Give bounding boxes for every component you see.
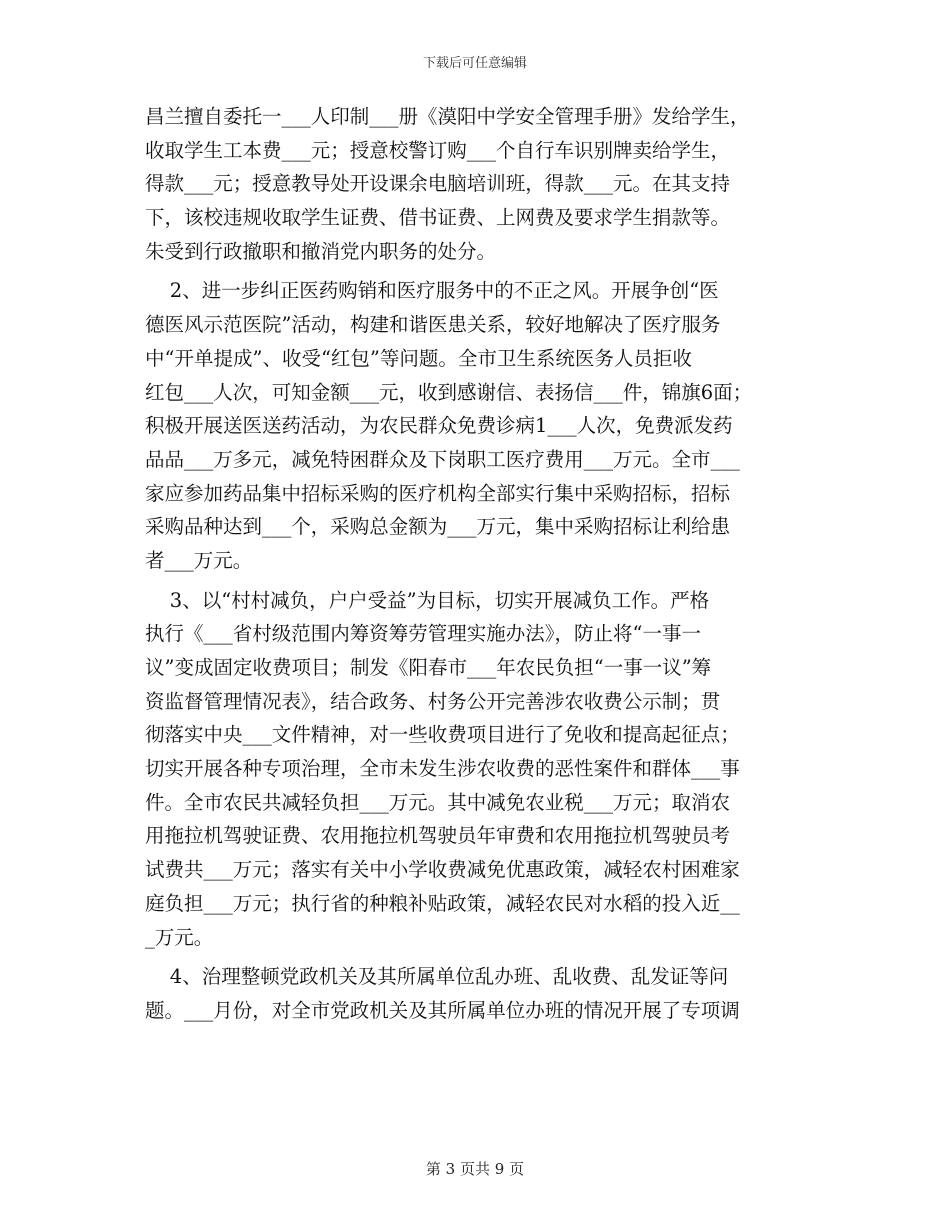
text-line: _万元。 [145, 925, 214, 949]
text-line: 品品___万多元，减免特困群众及下岗职工医疗费用___万元。全市___ [145, 447, 740, 471]
paragraph-2 [145, 274, 805, 577]
text-line: 执行《___省村级范围内筹资筹劳管理实施办法》，防止将“一事一 [145, 622, 701, 646]
paragraph-4 [145, 960, 805, 1027]
text-line: 者___万元。 [145, 548, 253, 572]
text-line: 红包___人次，可知金额___元，收到感谢信、表扬信___件，锦旗6面； [145, 380, 753, 404]
text-line: 3、以“村村减负，户户受益”为目标，切实开展减负工作。严格 [145, 588, 710, 612]
text-line: 议”变成固定收费项目；制发《阳春市___年农民负担“一事一议”筹 [145, 656, 712, 679]
document-body [145, 100, 805, 1028]
text-line: 试费共___万元；落实有关中小学收费减免优惠政策，减轻农村困难家 [145, 858, 740, 882]
page-footer: 第 3 页共 9 页 [425, 1160, 525, 1178]
paragraph-1 [145, 100, 805, 268]
text-line: 资监督管理情况表》，结合政务、村务公开完善涉农收费公示制；贯 [145, 689, 721, 713]
paragraph-3 [145, 584, 805, 955]
text-line: 中“开单提成”、收受“红包”等问题。全市卫生系统医务人员拒收 [145, 346, 692, 370]
text-line: 4、治理整顿党政机关及其所属单位乱办班、乱收费、乱发证等问 [145, 965, 729, 989]
text-line: 题。___月份，对全市党政机关及其所属单位办班的情况开展了专项调 [145, 998, 740, 1022]
text-line: 彻落实中央___文件精神，对一些收费项目进行了免收和提高起征点； [145, 723, 740, 747]
text-line: 下，该校违规收取学生证费、借书证费、上网费及要求学生捐款等。 [145, 206, 731, 230]
text-line: 用拖拉机驾驶证费、农用拖拉机驾驶员年审费和农用拖拉机驾驶员考 [145, 824, 731, 848]
text-line: 收取学生工本费___元；授意校警订购___个自行车识别牌卖给学生， [145, 138, 731, 162]
text-line: 家应参加药品集中招标采购的医疗机构全部实行集中采购招标，招标 [145, 481, 731, 505]
text-line: 切实开展各种专项治理，全市未发生涉农收费的恶性案件和群体___事 [145, 757, 740, 781]
text-line: 积极开展送医送药活动，为农民群众免费诊病1___人次，免费派发药 [145, 414, 733, 438]
page-header: 下载后可任意编辑 [422, 56, 527, 71]
text-line: 庭负担___万元；执行省的种粮补贴政策，减轻农民对水稻的投入近__ [145, 891, 740, 915]
text-line: 件。全市农民共减轻负担___万元。其中减免农业税___万元；取消农 [145, 790, 731, 814]
text-line: 朱受到行政撤职和撤消党内职务的处分。 [145, 239, 497, 263]
text-line: 得款___元；授意教导处开设课余电脑培训班，得款___元。在其支持 [145, 172, 731, 196]
text-line: 德医风示范医院”活动，构建和谐医患关系，较好地解决了医疗服务 [145, 313, 721, 337]
text-line: 采购品种达到___个，采购总金额为___万元，集中采购招标让利给患 [145, 515, 731, 539]
text-line: 昌兰擅自委托一___人印制___册《漠阳中学安全管理手册》发给学生， [145, 105, 750, 128]
text-line: 2、进一步纠正医药购销和医疗服务中的不正之风。开展争创“医 [145, 279, 719, 303]
